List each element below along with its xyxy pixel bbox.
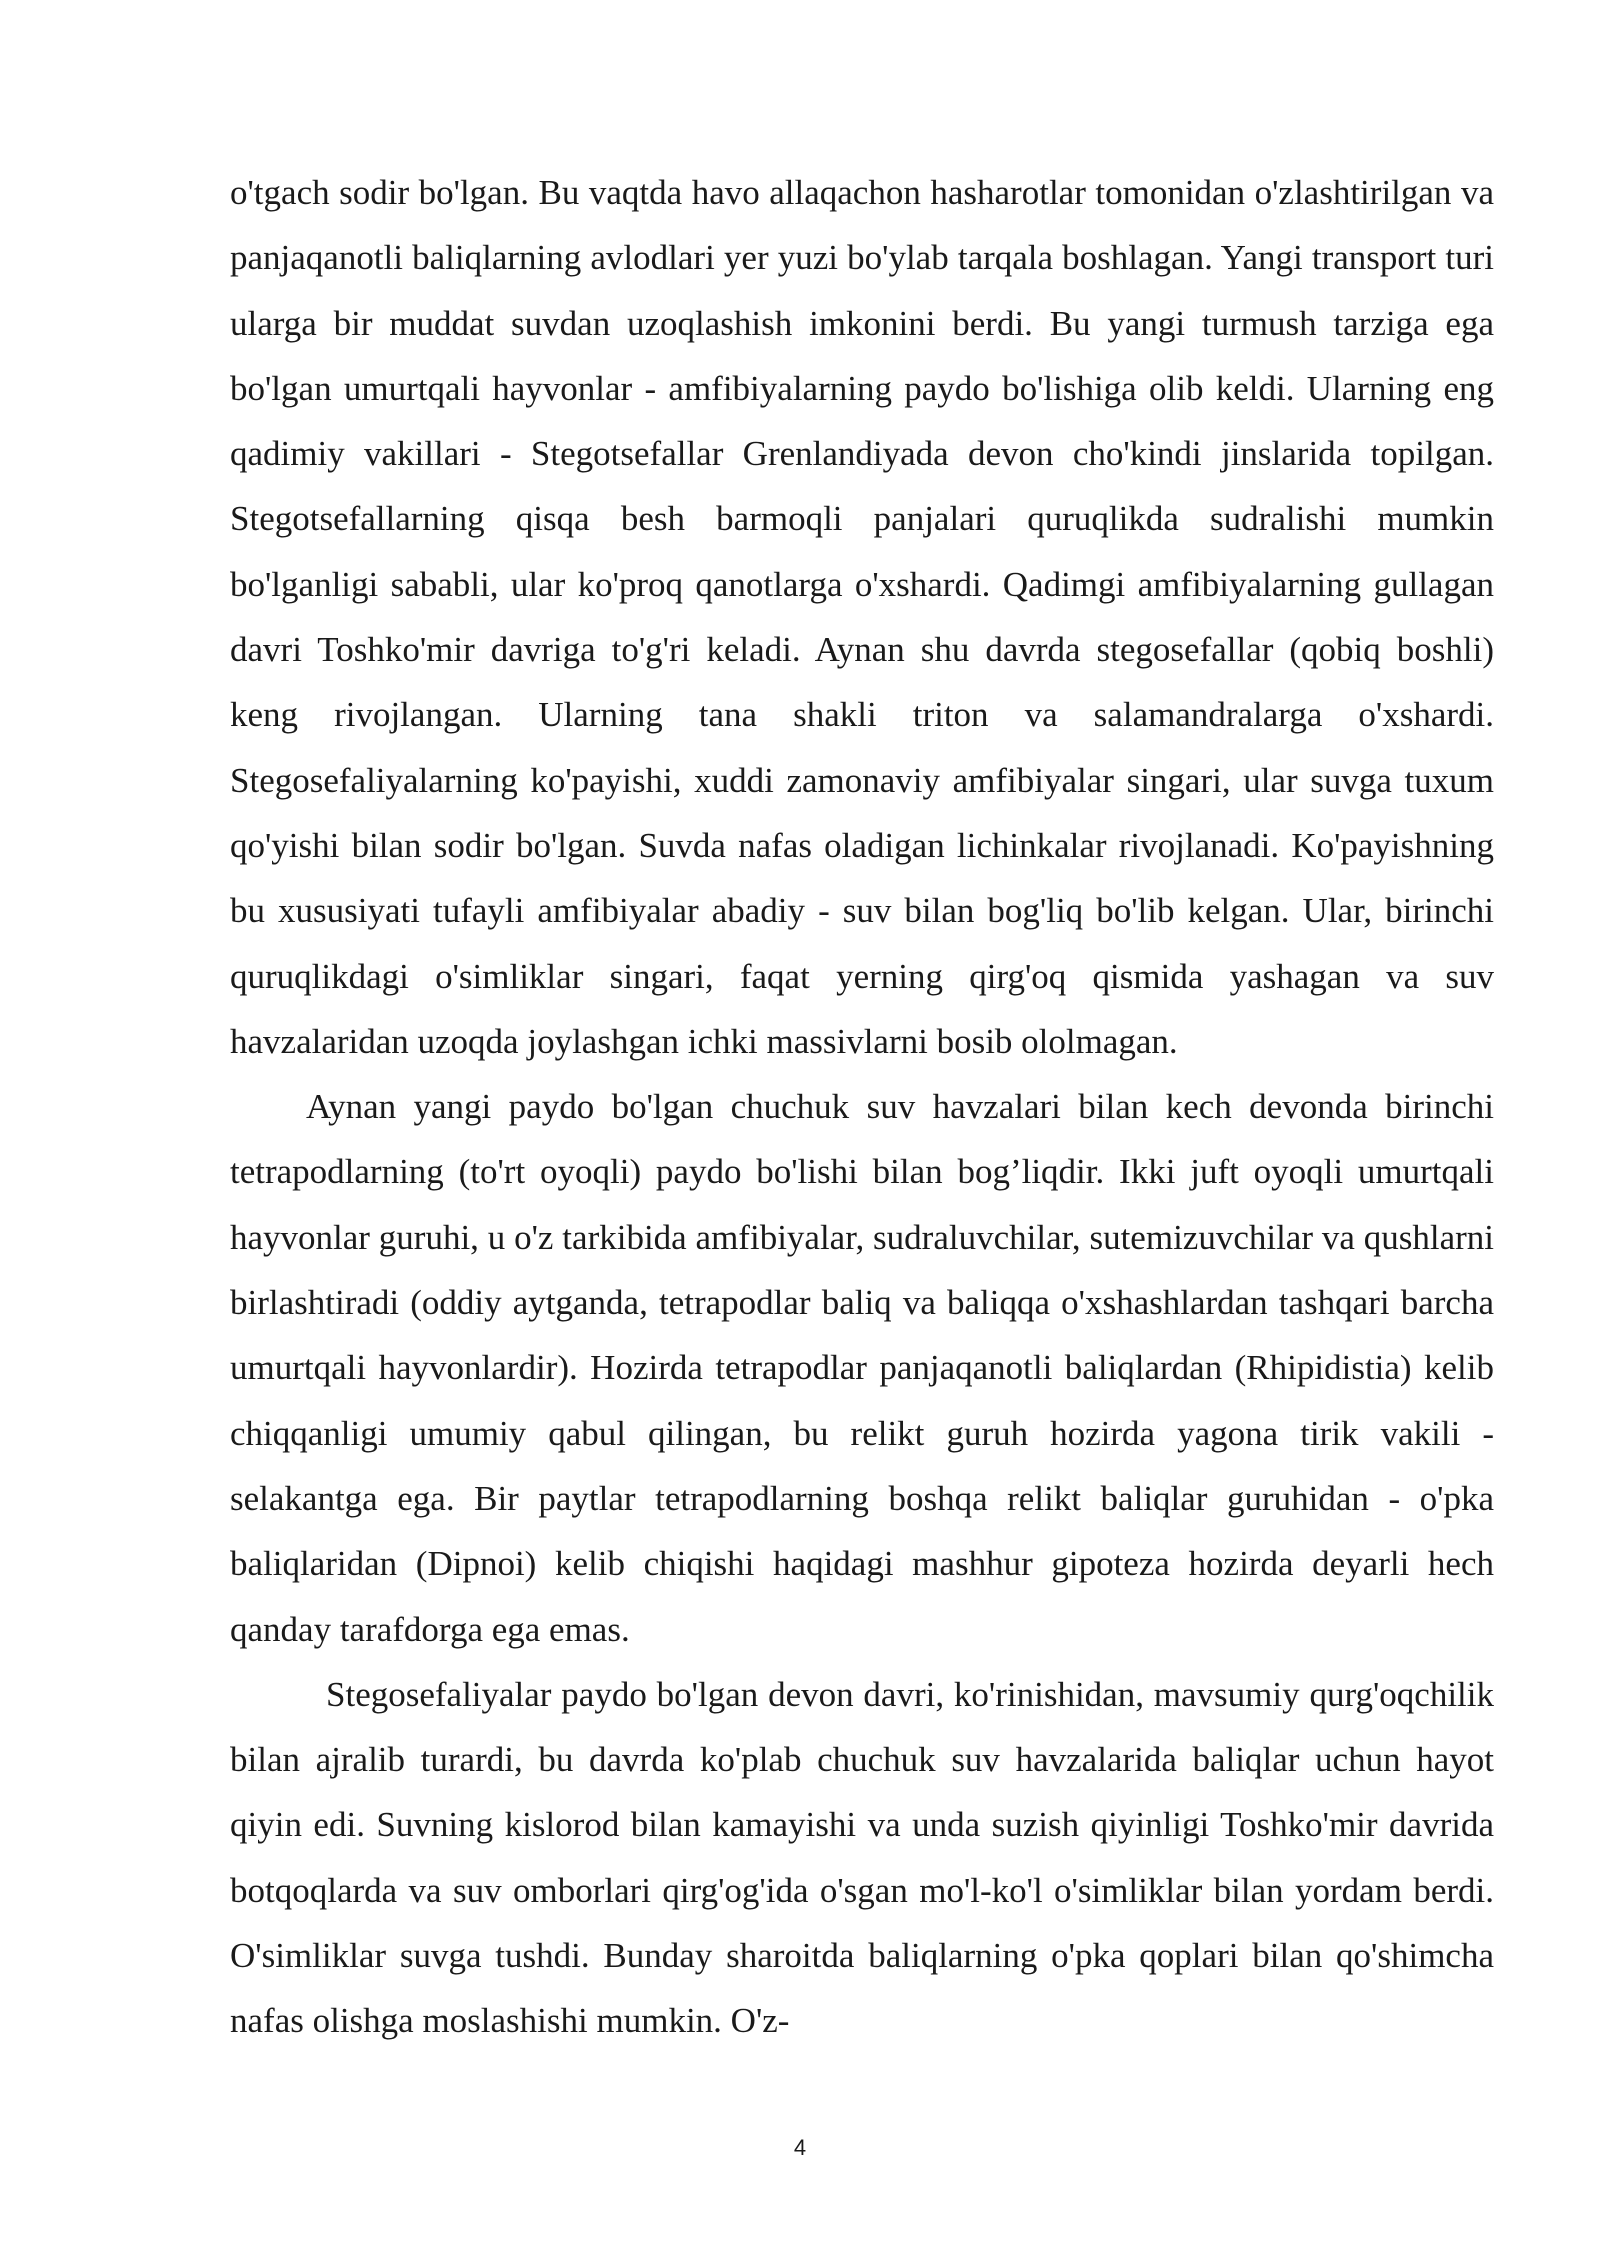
body-text	[230, 160, 1494, 2054]
paragraph-1: o'tgach sodir bo'lgan. Bu vaqtda havo allaqachon hasharotlar tomonidan o'zlashtirilgan va panjaqanotli baliqlarning avlodlari yer yuzi bo'ylab tarqala boshlagan. Yangi transport turi ularga bir muddat suvdan uzoqlashish imkonini berdi. Bu yangi turmush tarziga ega bo'lgan umurtqali hayvonlar - amfibiyalarning paydo bo'lishiga olib keldi. Ularning eng qadimiy vakillari - Stegotsefallar Grenlandiyada devon cho'kindi jinslarida topilgan. Stegotsefallarning qisqa besh barmoqli panjalari quruqlikda sudralishi mumkin bo'lganligi sababli, ular ko'proq qanotlarga o'xshardi. Qadimgi amfibiyalarning gullagan davri Toshko'mir davriga to'g'ri keladi. Aynan shu davrda stegosefallar (qobiq boshli) keng rivojlangan. Ularning tana shakli triton va salamandralarga o'xshardi. Stegosefaliyalarning ko'payishi, xuddi zamonaviy amfibiyalar singari, ular suvga tuxum qo'yishi bilan sodir bo'lgan. Suvda nafas oladigan lichinkalar rivojlanadi. Ko'payishning bu xususiyati tufayli amfibiyalar abadiy - suv bilan bog'liq bo'lib kelgan. Ular, birinchi quruqlikdagi o'simliklar singari, faqat yerning qirg'oq qismida yashagan va suv havzalaridan uzoqda joylashgan ichki massivlarni bosib ololmagan.	[230, 173, 1494, 1061]
page-number: 4	[793, 2135, 807, 2160]
paragraph-2: Aynan yangi paydo bo'lgan chuchuk suv havzalari bilan kech devonda birinchi tetrapodlarning (to'rt oyoqli) paydo bo'lishi bilan bog’liqdir. Ikki juft oyoqli umurtqali hayvonlar guruhi, u o'z tarkibida amfibiyalar, sudraluvchilar, sutemizuvchilar va qushlarni birlashtiradi (oddiy aytganda, tetrapodlar baliq va baliqqa o'xshashlardan tashqari barcha umurtqali hayvonlardir). Hozirda tetrapodlar panjaqanotli baliqlardan (Rhipidistia) kelib chiqqanligi umumiy qabul qilingan, bu relikt guruh hozirda yagona tirik vakili - selakantga ega. Bir paytlar tetrapodlarning boshqa relikt baliqlar guruhidan - o'pka baliqlaridan (Dipnoi) kelib chiqishi haqidagi mashhur gipoteza hozirda deyarli hech qanday tarafdorga ega emas.	[230, 1087, 1494, 1649]
paragraph-3: Stegosefaliyalar paydo bo'lgan devon davri, ko'rinishidan, mavsumiy qurg'oqchilik bilan ajralib turardi, bu davrda ko'plab chuchuk suv havzalarida baliqlar uchun hayot qiyin edi. Suvning kislorod bilan kamayishi va unda suzish qiyinligi Toshko'mir davrida botqoqlarda va suv omborlari qirg'og'ida o'sgan mo'l-ko'l o'simliklar bilan yordam berdi. O'simliklar suvga tushdi. Bunday sharoitda baliqlarning o'pka qoplari bilan qo'shimcha nafas olishga moslashishi mumkin. O'z-	[230, 1674, 1494, 2041]
